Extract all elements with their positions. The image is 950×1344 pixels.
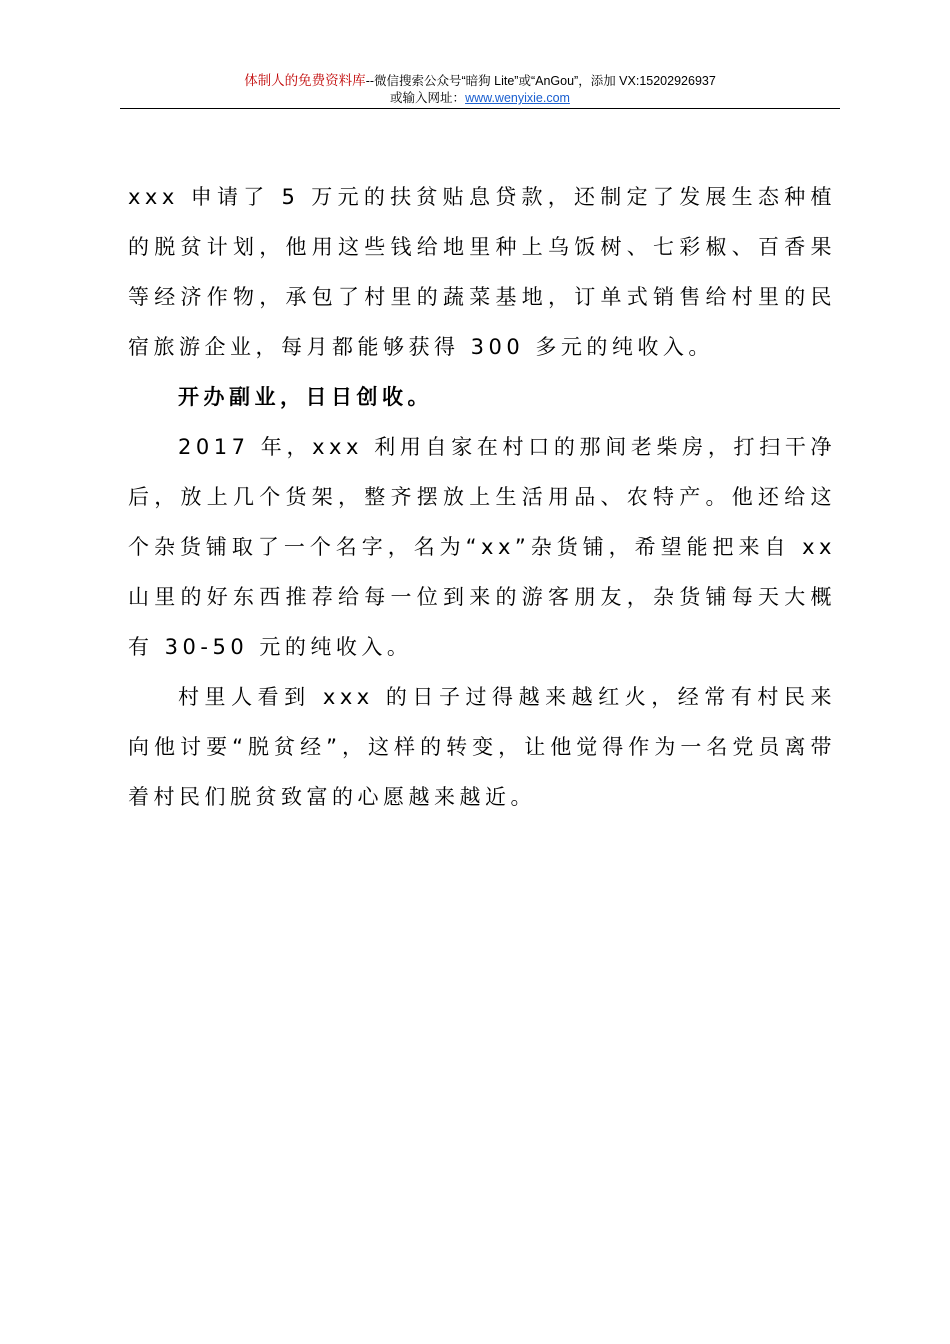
header-line-1 xyxy=(120,72,840,90)
paragraph-loan-plan: xxx 申请了 5 万元的扶贫贴息贷款，还制定了发展生态种植的脱贫计划，他用这些钱给地里种上乌饭树、七彩椒、百香果等经济作物，承包了村里的蔬菜基地，订单式销售给村里的民宿旅游企业，每月都能够获得 300 多元的纯收入。 xyxy=(128,185,836,359)
document-body xyxy=(128,172,836,822)
header-url-link[interactable]: www.wenyixie.com xyxy=(465,91,570,105)
header-line-2 xyxy=(120,90,840,107)
header-brand: 体制人的免费资料库 xyxy=(244,73,366,88)
header-divider xyxy=(120,108,840,109)
paragraph-villagers: 村里人看到 xxx 的日子过得越来越红火，经常有村民来向他讨要“脱贫经”，这样的转变，让他觉得作为一名党员离带着村民们脱贫致富的心愿越来越近。 xyxy=(128,685,836,809)
paragraph-grocery-store: 2017 年，xxx 利用自家在村口的那间老柴房，打扫干净后，放上几个货架，整齐摆放上生活用品、农特产。他还给这个杂货铺取了一个名字，名为“xx”杂货铺，希望能把来自 xx 山里的好东西推荐给每一位到来的游客朋友，杂货铺每天大概有 30-50 元的纯收入。 xyxy=(128,435,836,659)
page-header xyxy=(120,72,840,107)
section-heading-side-business: 开办副业，日日创收。 xyxy=(178,385,433,409)
header-info: --微信搜索公众号“暗狗 Lite”或“AnGou”，添加 VX:15202926937 xyxy=(365,74,716,88)
header-url-label: 或输入网址： xyxy=(390,91,466,105)
